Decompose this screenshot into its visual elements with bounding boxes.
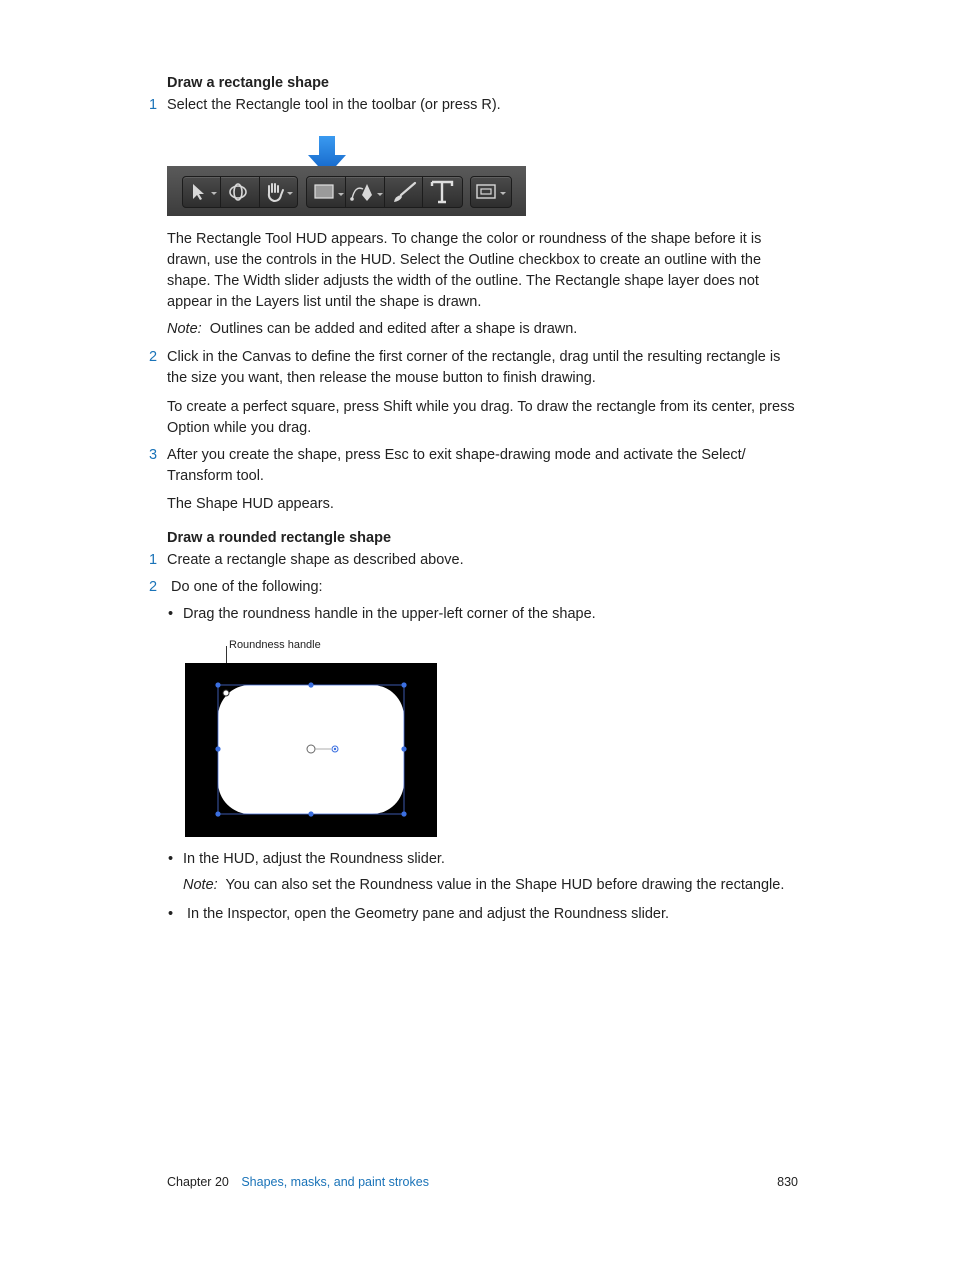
- rectangle-tool-icon[interactable]: [312, 182, 344, 202]
- step-text: After you create the shape, press Esc to exit shape-drawing mode and activate the Select/ Transform tool.: [167, 447, 746, 484]
- toolbar-group-shapes: [306, 176, 463, 208]
- callout-label: Roundness handle: [229, 639, 321, 651]
- bullet-text: Drag the roundness handle in the upper-left corner of the shape.: [183, 606, 596, 622]
- note-outlines: [167, 319, 797, 340]
- paragraph-square-tip: To create a perfect square, press Shift while you drag. To draw the rectangle from its center, press Option while you drag.: [167, 399, 795, 436]
- 3d-transform-icon[interactable]: [227, 182, 253, 202]
- step-number: 3: [149, 447, 158, 463]
- footer-chapter: Chapter 20: [167, 1175, 229, 1189]
- step-text: Do one of the following:: [171, 579, 323, 595]
- note-roundness: [183, 875, 813, 896]
- section-heading-rounded-rectangle: Draw a rounded rectangle shape: [167, 530, 392, 546]
- step-number: 1: [149, 552, 158, 568]
- step-text: Click in the Canvas to define the first corner of the rectangle, drag until the resulting rectangle is the size you want, then release the mouse button to finish drawing.: [167, 349, 781, 386]
- toolbar-screenshot: [167, 166, 526, 216]
- bullet: •: [168, 606, 174, 622]
- step-number: 2: [149, 579, 158, 595]
- roundness-handle[interactable]: [223, 690, 229, 696]
- step-number: 1: [149, 97, 158, 113]
- text-tool-icon[interactable]: [428, 180, 456, 204]
- pan-icon[interactable]: [263, 181, 295, 203]
- bullet: •: [168, 906, 174, 922]
- toolbar-group-mask: [470, 176, 512, 208]
- note-label: Note:: [167, 321, 202, 337]
- note-text: Outlines can be added and edited after a shape is drawn.: [209, 321, 578, 337]
- step-text: Create a rectangle shape as described above.: [167, 552, 464, 568]
- step-number: 2: [149, 349, 158, 365]
- page-number: 830: [777, 1175, 798, 1189]
- note-text: You can also set the Roundness value in the Shape HUD before drawing the rectangle.: [225, 877, 785, 893]
- bullet-text: In the HUD, adjust the Roundness slider.: [183, 851, 445, 867]
- select-transform-icon[interactable]: [189, 183, 219, 201]
- canvas-screenshot: [185, 663, 437, 837]
- bullet-text: In the Inspector, open the Geometry pane and adjust the Roundness slider.: [187, 906, 670, 922]
- paint-brush-icon[interactable]: [391, 181, 419, 203]
- bullet: •: [168, 851, 174, 867]
- mask-tool-icon[interactable]: [475, 183, 509, 201]
- bezier-pen-icon[interactable]: [349, 181, 383, 203]
- toolbar-group-transform: [182, 176, 298, 208]
- paragraph-hud-description: The Rectangle Tool HUD appears. To change the color or roundness of the shape before it is drawn, use the controls in the HUD. Select the Outline checkbox to create an outline with the shape. The Width slider adjusts the width of the outline. The Rectangle shape layer does not appear in the Layers list until the shape is drawn.: [167, 231, 762, 310]
- footer-chapter-title-link[interactable]: Shapes, masks, and paint strokes: [241, 1175, 429, 1189]
- section-heading-rectangle: Draw a rectangle shape: [167, 75, 329, 91]
- step-text: Select the Rectangle tool in the toolbar (or press R).: [167, 97, 501, 113]
- note-label: Note:: [183, 877, 218, 893]
- paragraph-shape-hud: The Shape HUD appears.: [167, 496, 334, 512]
- footer: [167, 1172, 429, 1193]
